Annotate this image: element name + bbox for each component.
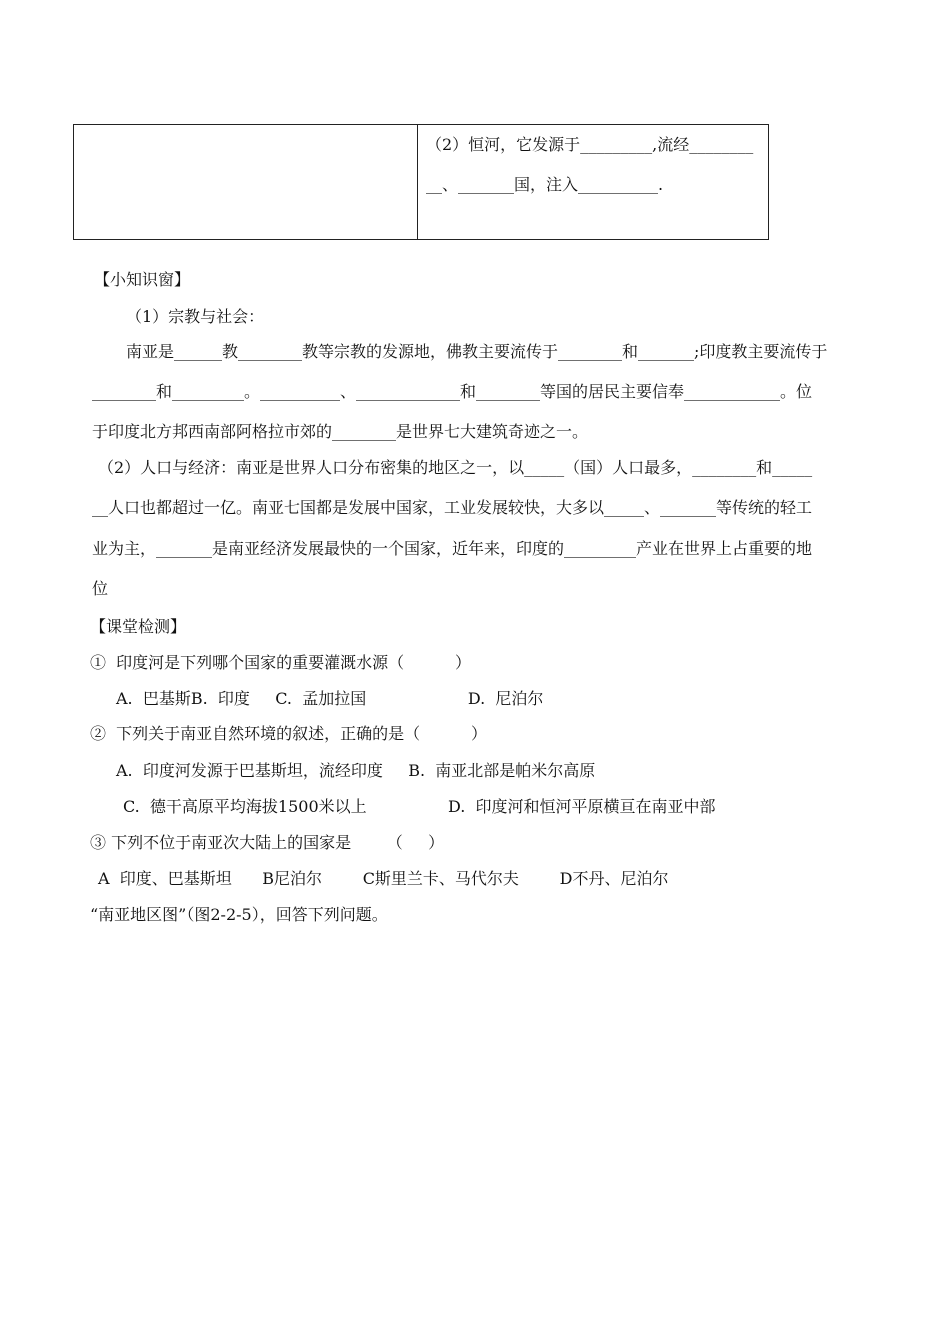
question-1: ① 印度河是下列哪个国家的重要灌溉水源（ ） — [90, 653, 472, 672]
map-intro: “南亚地区图”（图2-2-5），回答下列问题。 — [90, 905, 388, 924]
question-2: ② 下列关于南亚自然环境的叙述，正确的是（ ） — [90, 724, 488, 743]
table-cell-left — [74, 125, 418, 239]
question-1-options: A. 巴基斯B. 印度 C. 孟加拉国 D. 尼泊尔 — [116, 689, 544, 708]
population-para-line-2: __人口也都超过一亿。南亚七国都是发展中国家，工业发展较快，大多以_____、_______等传统的轻工 — [92, 498, 813, 517]
religion-subheading: （1）宗教与社会： — [126, 307, 265, 326]
religion-para-line-1: 南亚是______教________教等宗教的发源地，佛教主要流传于________和_______;印度教主要流传于 — [126, 342, 828, 361]
question-2-options-line-2: C. 德干高原平均海拔1500米以上 D. 印度河和恒河平原横亘在南亚中部 — [123, 797, 716, 816]
religion-para-line-2: ________和_________。__________、_____________和________等国的居民主要信奉____________。位 — [92, 382, 813, 401]
religion-para-line-3: 于印度北方邦西南部阿格拉市郊的________是世界七大建筑奇迹之一。 — [92, 422, 589, 441]
question-3: ③ 下列不位于南亚次大陆上的国家是 （ ） — [90, 833, 445, 852]
class-test-title: 【课堂检测】 — [90, 617, 187, 636]
question-3-options: A 印度、巴基斯坦 B尼泊尔 C斯里兰卡、马代尔夫 D不丹、尼泊尔 — [98, 869, 669, 888]
table-cell-right — [418, 125, 768, 239]
population-para-line-4: 位 — [92, 579, 109, 598]
ganges-line-2: __、_______国，注入__________. — [426, 175, 664, 194]
ganges-line-1: （2）恒河，它发源于_________,流经________ — [426, 135, 754, 154]
knowledge-window-title: 【小知识窗】 — [94, 270, 191, 289]
question-2-options-line-1: A. 印度河发源于巴基斯坦，流经印度 B. 南亚北部是帕米尔高原 — [116, 761, 596, 780]
answer-table — [73, 124, 769, 240]
population-para-line-3: 业为主，_______是南亚经济发展最快的一个国家，近年来，印度的_________产业在世界上占重要的地 — [92, 539, 813, 558]
population-para-line-1: （2）人口与经济：南亚是世界人口分布密集的地区之一，以_____（国）人口最多，________和_____ — [98, 458, 813, 477]
